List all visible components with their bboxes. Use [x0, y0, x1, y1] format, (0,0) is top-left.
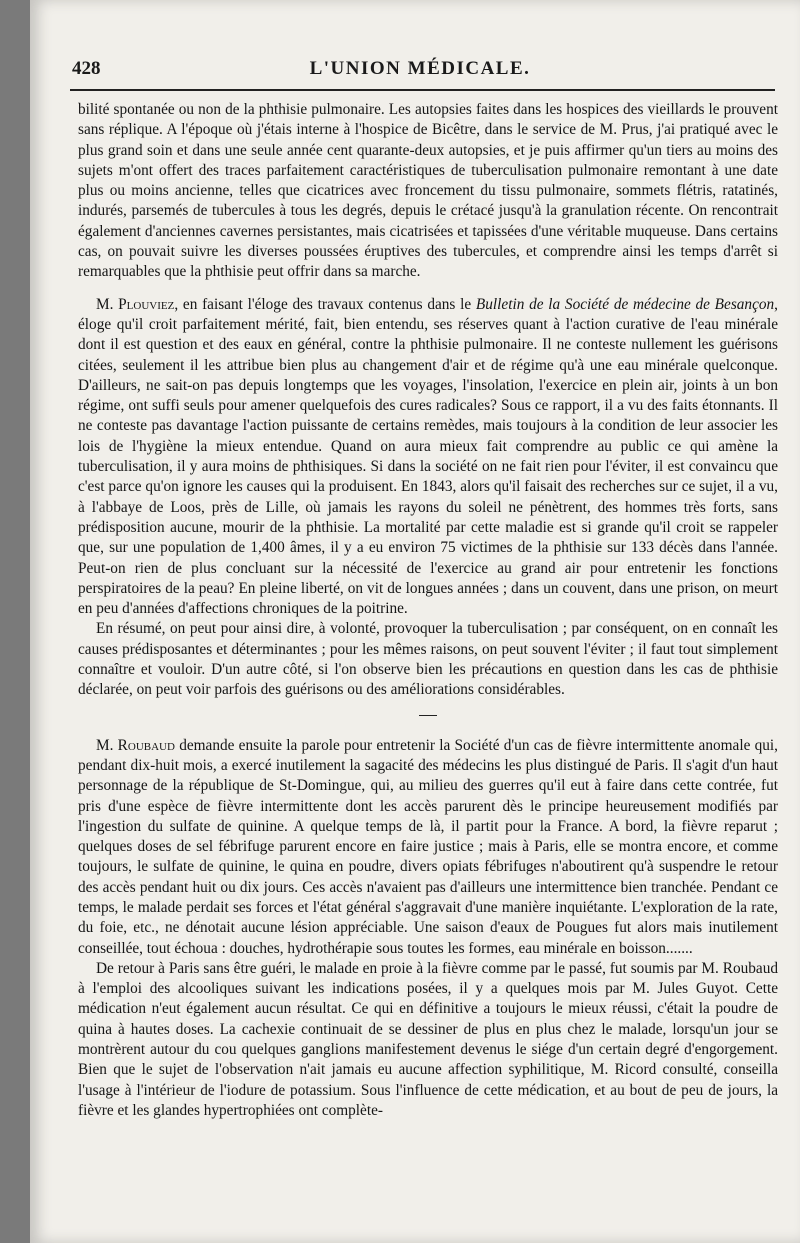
page-number: 428 [72, 58, 101, 79]
header-rule [70, 89, 775, 91]
paragraph-continuation: bilité spontanée ou non de la phthisie pulmonaire. Les autopsies faites dans les hospices des vieillards le prouvent sans réplique. A l'époque où j'étais interne à l'hospice de Bicêtre, dans le service de M. Prus, j'ai pratiqué avec le plus grand soin et dans une seule année cent quarante-deux autopsies, et je puis affirmer qu'un tiers au moins des sujets m'ont offert des traces parfaitement caractéristiques de tuberculisation pulmonaire remontant à une date plus ou moins ancienne, telles que cicatrices avec froncement du tissu pulmonaire, sommets flétris, ratatinés, indurés, parsemés de tubercules à tous les degrés, depuis le crétacé jusqu'à la granulation récente. On rencontrait également d'anciennes cavernes persistantes, mais cicatrisées et tapissées d'une véritable muqueuse. Dans certains cas, on pouvait suivre les diverses poussées éruptives des tubercules, et comprendre ainsi les temps d'arrêt si remarquables que la phthisie peut offrir dans sa marche. [78, 101, 778, 281]
speaker-name: M. Roubaud [96, 736, 175, 754]
paragraph-text: , éloge qu'il croit parfaitement mérité, fait, bien entendu, ses réserves quant à l'action curative de l'eau minérale dont il est question et des eaux en général, contre la phthisie pulmonaire. Il ne conteste nullement les guérisons citées, seulement il les attribue bien plus au changement d'air et de régime qu'à une eau minérale quelconque. D'ailleurs, ne sait-on pas depuis longtemps que les voyages, l'insolation, l'exercice en plein air, joints à un bon régime, ont suffi seuls pour amener quelquefois des cures radicales? Sous ce rapport, il a vu des faits étonnants. Il ne conteste pas davantage l'action puissante de certains remèdes, mais toujours à la condition de leur associer les lois de l'hygiène la mieux entendue. Quand on aura mieux fait comprendre au public ce qui amène la tuberculisation, il y aura moins de phthisiques. Si dans la société on ne fait rien pour l'éviter, il est convaincu que c'est parce qu'on ignore les causes qui la produisent. En 1843, alors qu'il faisait des recherches sur ce sujet, il a vu, à l'abbaye de Loos, près de Lille, où jamais les rayons du soleil ne pénètrent, des hommes très forts, sans prédisposition aucune, mourir de la phthisie. La mortalité par cette maladie est si grande qu'il croit se rappeler que, sur une population de 1,400 âmes, il y a eu environ 75 victimes de la phthisie sur 133 décès dans l'année. Peut-on rien de plus concluant sur la nécessité de l'exercice au grand air pour entretenir les fonctions perspiratoires de la peau? En pleine liberté, on vit de longues années ; dans un couvent, dans une prison, on meurt en peu d'années d'affections chroniques de la poitrine. [78, 295, 778, 618]
article-body [78, 100, 778, 1121]
journal-title: Bulletin de la Société de médecine de Besançon [475, 295, 775, 313]
speaker-name: M. Plouviez [96, 295, 175, 313]
running-title: L'UNION MÉDICALE. [309, 58, 531, 79]
page-header [70, 58, 770, 84]
paragraph-text: , en faisant l'éloge des travaux contenus dans le [174, 295, 476, 313]
paragraph-summary: En résumé, on peut pour ainsi dire, à volonté, provoquer la tuberculisation ; par conséquent, on en connaît les causes prédisposantes et déterminantes ; pour les mêmes raisons, on peut souvent l'éviter ; il faut tout simplement connaître et vouloir. D'un autre côté, si l'on observe bien les précautions en question dans les cas de phthisie déclarée, on peut voir parfois des guérisons ou des améliorations considérables. [78, 620, 778, 699]
paragraph-plouviez [78, 295, 778, 620]
book-page [30, 0, 800, 1243]
paragraph-roubaud [78, 736, 778, 959]
paragraph-text: demande ensuite la parole pour entretenir la Société d'un cas de fièvre intermittente anomale qui, pendant dix-huit mois, a exercé inutilement la sagacité des médecins les plus distingué de Paris. Il s'agit d'un haut personnage de la république de St-Domingue, qui, au milieu des guerres qu'il eut à faire dans cette contrée, fut pris d'une espèce de fièvre intermittente dont les accès parurent dès le principe heureusement modifiés par l'ingestion du sulfate de quinine. A quelque temps de là, il partit pour la France. A bord, la fièvre reparut ; quelques doses de sel fébrifuge parurent encore en faire justice ; mais à Paris, elle se montra encore, et comme toujours, le sulfate de quinine, le quina en poudre, divers opiats fébrifuges n'aboutirent qu'à suspendre le retour des accès pendant huit ou dix jours. Ces accès n'avaient pas d'ailleurs une intermittence bien tranchée. Pendant ce temps, le malade perdait ses forces et l'état général s'aggravait d'une manière inquiétante. L'exploration de la rate, du foie, etc., ne dénotait aucune lésion appréciable. Une saison d'eaux de Pougues fut alors mais inutilement conseillée, tout échoua : douches, hydrothérapie sous toutes les formes, eau minérale en boisson....... [78, 736, 778, 957]
section-separator [419, 715, 437, 716]
paragraph-retour: De retour à Paris sans être guéri, le malade en proie à la fièvre comme par le passé, fut soumis par M. Roubaud à l'emploi des alcooliques suivant les indications posées, il y a quelques mois par M. Jules Guyot. Cette médication n'eut également aucun résultat. Ce qui en définitive a toujours le mieux réussi, c'était la poudre de quina à hautes doses. La cachexie continuait de se dessiner de plus en plus chez le malade, lorsqu'un jour se montrèrent autour du cou quelques ganglions manifestement devenus le siége d'un certain degré d'engorgement. Bien que le sujet de l'observation n'ait jamais eu aucune affection syphilitique, M. Ricord consulté, conseilla l'usage à l'intérieur de l'iodure de potassium. Sous l'influence de cette médication, et au bout de peu de jours, la fièvre et les glandes hypertrophiées ont complète- [78, 959, 778, 1119]
